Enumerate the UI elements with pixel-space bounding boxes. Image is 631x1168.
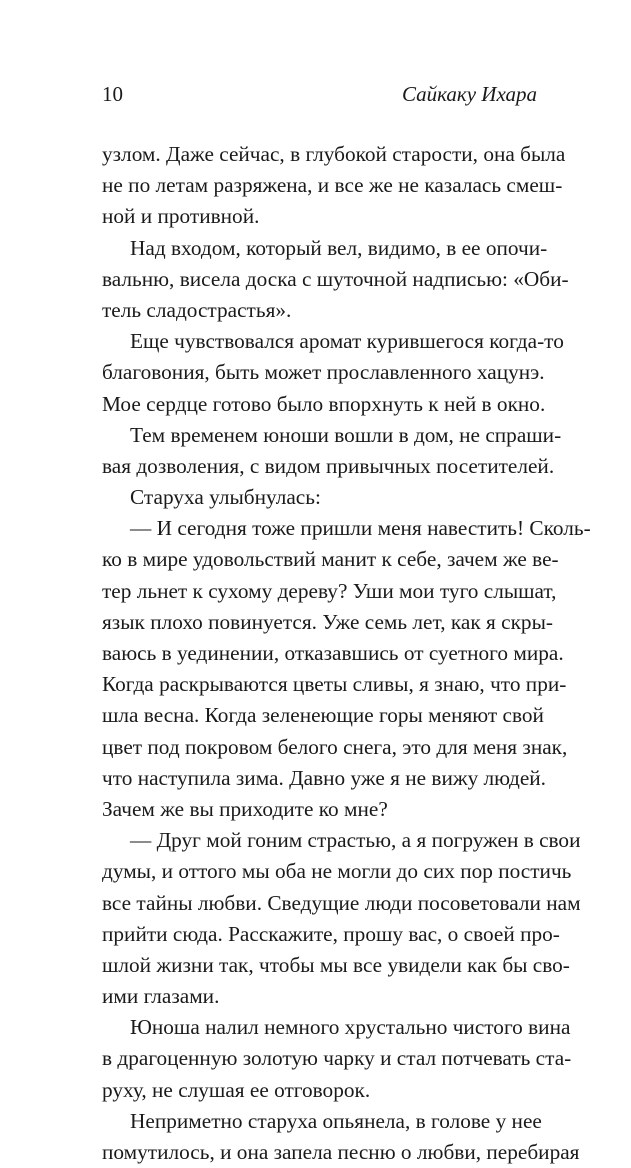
text-line: в драгоценную золотую чарку и стал потчевать ста-: [102, 1046, 572, 1071]
text-line: Мое сердце готово было впорхнуть к ней в окно.: [102, 391, 546, 416]
text-line: благовония, быть может прославленного хацунэ.: [102, 360, 545, 385]
text-line: тель сладострастья».: [102, 297, 292, 322]
text-line: Тем временем юноши вошли в дом, не спраши-: [130, 422, 562, 447]
text-line: ваюсь в уединении, отказавшись от суетного мира.: [102, 641, 564, 665]
text-line: ной и противной.: [102, 204, 260, 229]
body-text: [102, 139, 591, 1168]
text-line: шлой жизни так, чтобы мы все увидели как бы сво-: [102, 952, 570, 977]
text-line: Старуха улыбнулась:: [130, 485, 321, 510]
text-line: шла весна. Когда зеленеющие горы меняют свой: [102, 703, 544, 728]
running-title: Сайкаку Ихара: [401, 82, 537, 106]
text-line: тер льнет к сухому дереву? Уши мои туго слышат,: [102, 578, 557, 603]
page-number: 10: [102, 82, 123, 106]
text-line: что наступила зима. Давно уже я не вижу людей.: [102, 765, 547, 790]
text-line: Зачем же вы приходите ко мне?: [102, 796, 388, 821]
text-line: Когда раскрываются цветы сливы, я знаю, что при-: [102, 672, 567, 697]
text-line: ко в мире удовольствий манит к себе, зачем же ве-: [102, 547, 559, 572]
text-line: помутилось, и она запела песню о любви, перебирая: [102, 1140, 580, 1164]
text-line: вая дозволения, с видом привычных посетителей.: [102, 453, 555, 478]
text-line: язык плохо повинуется. Уже семь лет, как я скры-: [102, 609, 553, 634]
text-line: Юноша налил немного хрустально чистого вина: [130, 1015, 571, 1040]
text-line: Неприметно старуха опьянела, в голове у нее: [130, 1108, 542, 1133]
page-header: [102, 79, 537, 109]
text-line: прийти сюда. Расскажите, прошу вас, о своей про-: [102, 921, 560, 946]
text-line: узлом. Даже сейчас, в глубокой старости, она была: [102, 142, 566, 166]
text-line: не по летам разряжена, и все же не казалась смеш-: [102, 173, 563, 198]
text-line: думы, и оттого мы оба не могли до сих пор постичь: [102, 859, 572, 884]
text-line: цвет под покровом белого снега, это для меня знак,: [102, 734, 568, 759]
text-line: — И сегодня тоже пришли меня навестить! Сколь-: [130, 516, 591, 541]
text-line: ими глазами.: [102, 984, 220, 1009]
text-line: руху, не слушая ее отговорок.: [102, 1077, 371, 1102]
text-line: Еще чувствовался аромат курившегося когда-то: [130, 329, 564, 354]
text-line: — Друг мой гоним страстью, а я погружен в свои: [130, 828, 581, 853]
text-line: все тайны любви. Сведущие люди посоветовали нам: [102, 890, 581, 915]
text-line: Над входом, который вел, видимо, в ее опочи-: [130, 235, 548, 260]
text-line: вальню, висела доска с шуточной надписью: «Оби-: [102, 266, 569, 291]
